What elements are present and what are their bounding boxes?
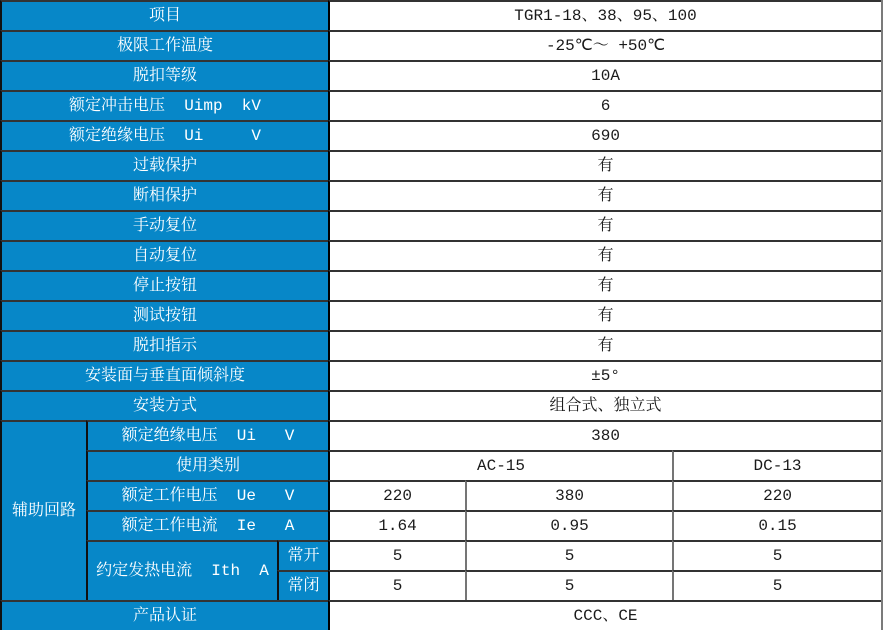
label-mounting-type: 安装方式 [0, 390, 328, 420]
table-row-rated-current [0, 510, 881, 540]
value-rated-voltage-1: 220 [328, 480, 465, 510]
value-overload-protection: 有 [328, 150, 881, 180]
value-rated-current-1: 1.64 [328, 510, 465, 540]
value-stop-button: 有 [328, 270, 881, 300]
value-insulation-voltage: 690 [328, 120, 881, 150]
table-row-manual-reset [0, 210, 881, 240]
label-manual-reset: 手动复位 [0, 210, 328, 240]
value-category-dc: DC-13 [672, 450, 881, 480]
label-impulse-voltage: 额定冲击电压 Uimp kV [0, 90, 328, 120]
value-trip-class: 10A [328, 60, 881, 90]
label-item: 项目 [0, 0, 328, 30]
value-rated-current-2: 0.95 [465, 510, 672, 540]
value-thermal-nc-3: 5 [672, 570, 881, 600]
value-thermal-no-1: 5 [328, 540, 465, 570]
value-auto-reset: 有 [328, 240, 881, 270]
value-thermal-nc-2: 5 [465, 570, 672, 600]
table-row-thermal-current-no [0, 540, 881, 570]
label-phase-failure-protection: 断相保护 [0, 180, 328, 210]
label-rated-voltage: 额定工作电压 Ue V [86, 480, 328, 510]
value-trip-indicator: 有 [328, 330, 881, 360]
table-row-impulse-voltage [0, 90, 881, 120]
label-temp-range: 极限工作温度 [0, 30, 328, 60]
value-category-ac: AC-15 [328, 450, 672, 480]
table-row-temp-range [0, 30, 881, 60]
label-rated-current: 额定工作电流 Ie A [86, 510, 328, 540]
table-row-trip-indicator [0, 330, 881, 360]
table-row-insulation-voltage [0, 120, 881, 150]
value-manual-reset: 有 [328, 210, 881, 240]
value-rated-current-3: 0.15 [672, 510, 881, 540]
label-certification: 产品认证 [0, 600, 328, 630]
table-row-mounting-type [0, 390, 881, 420]
table-row-stop-button [0, 270, 881, 300]
table-row-aux-insulation [0, 420, 881, 450]
table-row-certification [0, 600, 881, 630]
value-impulse-voltage: 6 [328, 90, 881, 120]
label-stop-button: 停止按钮 [0, 270, 328, 300]
label-utilization-category: 使用类别 [86, 450, 328, 480]
value-rated-voltage-3: 220 [672, 480, 881, 510]
value-mounting-type: 组合式、独立式 [328, 390, 881, 420]
value-thermal-nc-1: 5 [328, 570, 465, 600]
table-row-trip-class [0, 60, 881, 90]
table-row-mounting-tilt [0, 360, 881, 390]
table-row-item [0, 0, 881, 30]
table-row-phase-failure-protection [0, 180, 881, 210]
value-models: TGR1-18、38、95、100 [328, 0, 881, 30]
label-insulation-voltage: 额定绝缘电压 Ui V [0, 120, 328, 150]
label-overload-protection: 过载保护 [0, 150, 328, 180]
value-mounting-tilt: ±5° [328, 360, 881, 390]
label-trip-indicator: 脱扣指示 [0, 330, 328, 360]
value-thermal-no-3: 5 [672, 540, 881, 570]
value-test-button: 有 [328, 300, 881, 330]
label-aux-circuit-group: 辅助回路 [0, 420, 86, 600]
label-aux-insulation-voltage: 额定绝缘电压 Ui V [86, 420, 328, 450]
value-thermal-no-2: 5 [465, 540, 672, 570]
label-mounting-tilt: 安装面与垂直面倾斜度 [0, 360, 328, 390]
value-temp-range: -25℃～ +50℃ [328, 30, 881, 60]
label-trip-class: 脱扣等级 [0, 60, 328, 90]
value-aux-insulation-voltage: 380 [328, 420, 881, 450]
label-normally-open: 常开 [277, 540, 328, 570]
table-row-rated-voltage [0, 480, 881, 510]
table-row-auto-reset [0, 240, 881, 270]
label-test-button: 测试按钮 [0, 300, 328, 330]
label-thermal-current: 约定发热电流 Ith A [86, 540, 277, 600]
value-certification: CCC、CE [328, 600, 881, 630]
label-normally-closed: 常闭 [277, 570, 328, 600]
table-row-test-button [0, 300, 881, 330]
label-auto-reset: 自动复位 [0, 240, 328, 270]
value-phase-failure-protection: 有 [328, 180, 881, 210]
table-row-utilization-category [0, 450, 881, 480]
table-row-overload-protection [0, 150, 881, 180]
value-rated-voltage-2: 380 [465, 480, 672, 510]
